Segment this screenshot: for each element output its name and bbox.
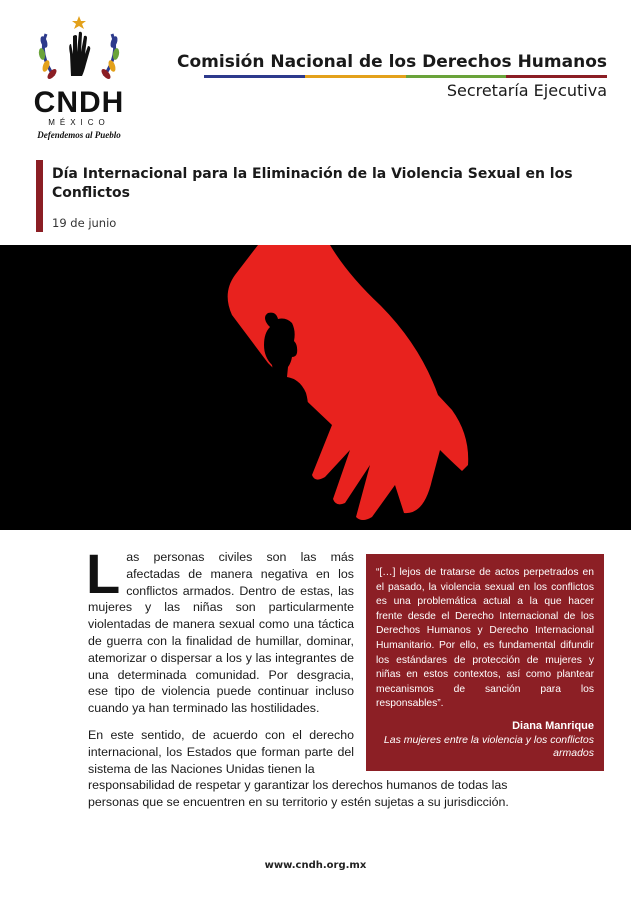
stripe-yellow bbox=[305, 75, 406, 78]
raised-hand-emblem-icon bbox=[24, 14, 134, 86]
stripe-green bbox=[406, 75, 507, 78]
quote-author: Diana Manrique bbox=[512, 719, 594, 732]
cndh-logo bbox=[24, 14, 134, 144]
quote-text: “[…] lejos de tratarse de actos perpetrados en el pasado, la violencia sexual en los conflictos es una problemática actual a la que hacer frente desde el Derecho Internacional de los Derechos Humanos y Derecho Internacional Humanitario. Por ello, es fundamental difundir los estándares de protección de mujeres y niñas en estos contextos, así como plantear mecanismos de sanción para los responsables”. bbox=[376, 567, 594, 710]
stripe-blue bbox=[204, 75, 305, 78]
stripe-red bbox=[506, 75, 607, 78]
logo-country: MÉXICO bbox=[48, 118, 110, 127]
hero-image bbox=[0, 245, 631, 530]
logo-acronym: CNDH bbox=[33, 86, 125, 119]
quote-source: Las mujeres entre la violencia y los conflictos armados bbox=[383, 733, 594, 759]
hand-silhouette-illustration bbox=[0, 245, 631, 530]
document-date: 19 de junio bbox=[52, 216, 117, 230]
quote-box bbox=[366, 554, 604, 771]
footer-url[interactable]: www.cndh.org.mx bbox=[264, 860, 367, 871]
organization-subtitle: Secretaría Ejecutiva bbox=[446, 81, 607, 100]
document-title: Día Internacional para la Eliminación de la Violencia Sexual en los Conflictos bbox=[52, 166, 573, 201]
title-accent-bar bbox=[36, 160, 43, 232]
logo-motto: Defendemos al Pueblo bbox=[37, 130, 121, 140]
second-paragraph: En este sentido, de acuerdo con el derecho internacional, los Estados que forman parte del sistema de las Naciones Unidas tienen la bbox=[88, 728, 354, 776]
intro-paragraph-text: as personas civiles son las más afectadas de manera negativa en los conflictos armados. Dentro de estas, las mujeres y las niñas son particularmente violentadas de manera sexual como una táctica de guerra con la finalidad de humillar, dominar, atemorizar o dispersar a los y las integrantes de una determinada comunidad. Por desgracia, ese tipo de violencia puede continuar incluso cuando ya han terminado las hostilidades. bbox=[88, 550, 354, 716]
second-paragraph-continued: responsabilidad de respetar y garantizar los derechos humanos de todas las personas que se encuentren en su territorio y estén sujetas a su jurisdicción. bbox=[88, 778, 509, 809]
intro-paragraph bbox=[86, 542, 354, 717]
organization-name: Comisión Nacional de los Derechos Humanos bbox=[177, 52, 607, 72]
drop-cap: L bbox=[86, 542, 121, 605]
color-stripe bbox=[204, 75, 607, 78]
